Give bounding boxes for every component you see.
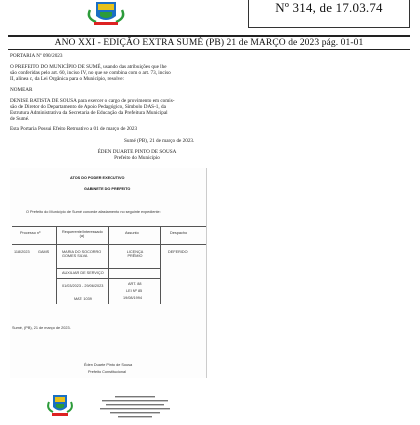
row-subject: LICENÇA PRÊMIO bbox=[126, 250, 144, 258]
footer-coat-of-arms-logo bbox=[44, 392, 76, 420]
sub-period: 01/03/2023 - 29/06/2023 bbox=[62, 284, 104, 288]
scan-place-date: Sumé, (PB), 21 de março de 2023. bbox=[12, 326, 71, 330]
sub-line-1 bbox=[56, 268, 160, 269]
header-subject: Assunto bbox=[125, 231, 139, 235]
header-applicant: Requerente/Interessado (a) bbox=[62, 230, 103, 238]
sub-law: LEI Nº 85 bbox=[126, 289, 143, 293]
table-top-line bbox=[12, 226, 206, 227]
scan-title: ATOS DO PODER EXECUTIVO bbox=[70, 176, 125, 180]
bottom-rule bbox=[8, 49, 410, 50]
municipal-coat-of-arms-logo bbox=[82, 0, 130, 28]
row-applicant: MARIA DO SOCORRO GOMES SILVA bbox=[62, 250, 102, 258]
portaria-number: PORTARIA Nº 090/2023 bbox=[10, 53, 63, 59]
portaria-effect: Esta Portaria Possui Efeito Retroativo a 01 de março de 2023 bbox=[10, 126, 138, 132]
sub-registration: MAT: 1039 bbox=[74, 297, 92, 301]
sub-article: ART. 88 bbox=[128, 282, 142, 286]
signer-name: ÉDEN DUARTE PINTO DE SOUSA bbox=[97, 149, 177, 155]
scanned-document bbox=[10, 168, 207, 378]
sub-line-2 bbox=[56, 278, 160, 279]
portaria-body-4: de Sumé. bbox=[10, 116, 30, 122]
portaria-verb: NOMEAR bbox=[10, 87, 33, 93]
scan-sign-title: Prefeito Constitucional bbox=[88, 370, 126, 374]
scan-notice: O Prefeito do Município de Sumé concede afastamento no seguinte expediente: bbox=[26, 210, 161, 214]
row-decision: DEFERIDO bbox=[168, 250, 188, 254]
portaria-body-3: Estrutura Administrativa da Secretaria de Educação da Prefeitura Municipal bbox=[10, 110, 168, 116]
header-process: Processo nº bbox=[20, 231, 41, 235]
col-divider-2 bbox=[108, 226, 109, 304]
top-rule bbox=[8, 35, 410, 37]
scan-subtitle: GABINETE DO PREFEITO bbox=[84, 187, 131, 191]
portaria-intro-1: O PREFEITO DO MUNICÍPIO DE SUMÉ, usando das atribuições que lhe bbox=[10, 64, 167, 70]
signer-title: Prefeito do Município bbox=[114, 155, 160, 161]
portaria-body-1: DENISE BATISTA DE SOUSA para exercer o cargo de provimento em comis- bbox=[10, 98, 175, 104]
row-registry: GAMS bbox=[38, 250, 50, 254]
sub-law-date: 19/08/1994 bbox=[123, 296, 143, 300]
sub-role: AUXILIAR DE SERVIÇO bbox=[62, 271, 104, 275]
header-decision: Despacho bbox=[170, 231, 188, 235]
header-bottom-line bbox=[12, 244, 206, 245]
portaria-intro-3: II, alínea c, da Lei Orgânica para o Município, resolve: bbox=[10, 76, 124, 82]
law-reference-box bbox=[248, 0, 410, 28]
col-divider-1 bbox=[56, 226, 57, 304]
law-number: Nº 314, de 17.03.74 bbox=[275, 0, 383, 15]
row-process: 118/2023 bbox=[14, 250, 30, 254]
col-divider-3 bbox=[160, 226, 161, 304]
portaria-intro-2: são conferidas pelo art. 60, inciso IV, no que se combina com o art. 73, inciso bbox=[10, 70, 171, 76]
edition-line: ANO XXI - EDIÇÃO EXTRA SUMÉ (PB) 21 de MARÇO de 2023 pág. 01-01 bbox=[54, 38, 364, 48]
portaria-body-2: são de Diretor do Departamento de Apoio Pedagógico, Símbolo DAS-1, da bbox=[10, 104, 166, 110]
footer-illegible-text bbox=[80, 395, 190, 420]
scan-sign-name: Éden Duarte Pinto de Sousa bbox=[84, 363, 133, 367]
portaria-date: Sumé (PB), 21 de março de 2023. bbox=[124, 138, 195, 144]
